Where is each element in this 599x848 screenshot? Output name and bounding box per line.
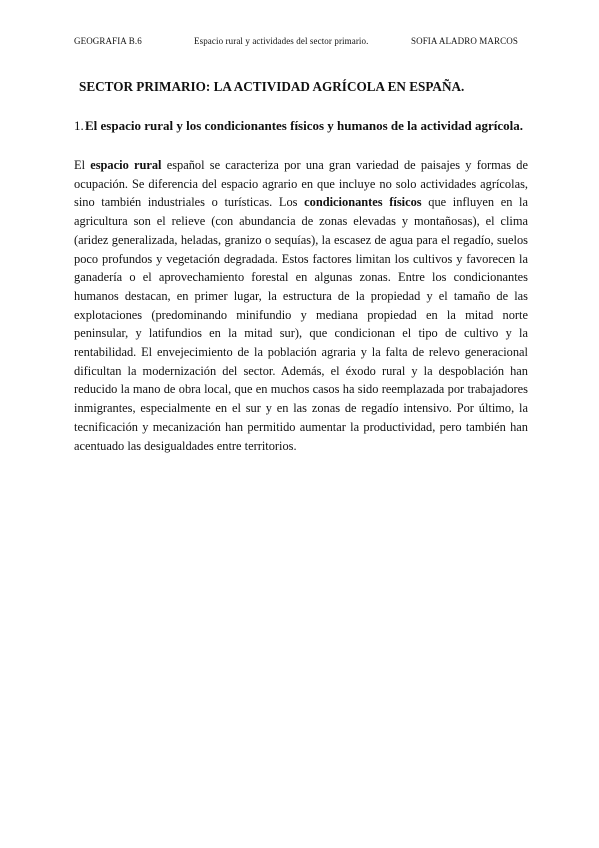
header-topic: Espacio rural y actividades del sector primario. <box>194 36 369 46</box>
section-heading <box>74 118 528 133</box>
document-title: SECTOR PRIMARIO: LA ACTIVIDAD AGRÍCOLA EN ESPAÑA. <box>79 79 465 94</box>
body-term-condicionantes-fisicos: condicionantes físicos <box>304 195 422 210</box>
body-paragraph <box>74 156 528 455</box>
header-author: SOFIA ALADRO MARCOS <box>411 36 518 46</box>
section-heading-text: El espacio rural y los condicionantes físicos y humanos de la actividad agrícola. <box>85 118 524 133</box>
section-number: 1. <box>74 118 84 133</box>
body-text-run: El <box>74 158 91 172</box>
body-term-espacio-rural: espacio rural <box>90 158 162 172</box>
body-text-run: que influyen en la agricultura son el relieve (con abundancia de zonas elevadas y montañosas), el clima (aridez generalizada, heladas, granizo o sequías), la escasez de agua para el regadío, suelos poco profundos y vegetación degradada. Estos factores limitan los cultivos y favorecen la ganadería o el aprovechamiento forestal en algunas zonas. Entre los condicionantes humanos destacan, en primer lugar, la estructura de la propiedad y el tamaño de las explotaciones (predominando minifundio y mediana propiedad en la mitad norte peninsular, y latifundios en la mitad sur), que condicionan el tipo de cultivo y la rentabilidad. El envejecimiento de la población agraria y la falta de relevo generacional dificultan la modernización del sector. Además, el éxodo rural y la despoblación han reducido la mano de obra local, que en muchos casos ha sido reemplazada por trabajadores inmigrantes, especialmente en el sur y en las zonas de regadío intensivo. Por último, la tecnificación y mecanización han permitido aumentar la productividad, pero también han acentuado las desigualdades entre territorios. <box>74 195 528 453</box>
body-text-run: español se caracteriza por una gran variedad de paisajes y formas de ocupación. Se diferencia del espacio agrario en que incluye no solo actividades agrícolas, sino también industriales o turísticas. Los <box>74 158 529 210</box>
header-subject: GEOGRAFIA B.6 <box>74 36 142 46</box>
